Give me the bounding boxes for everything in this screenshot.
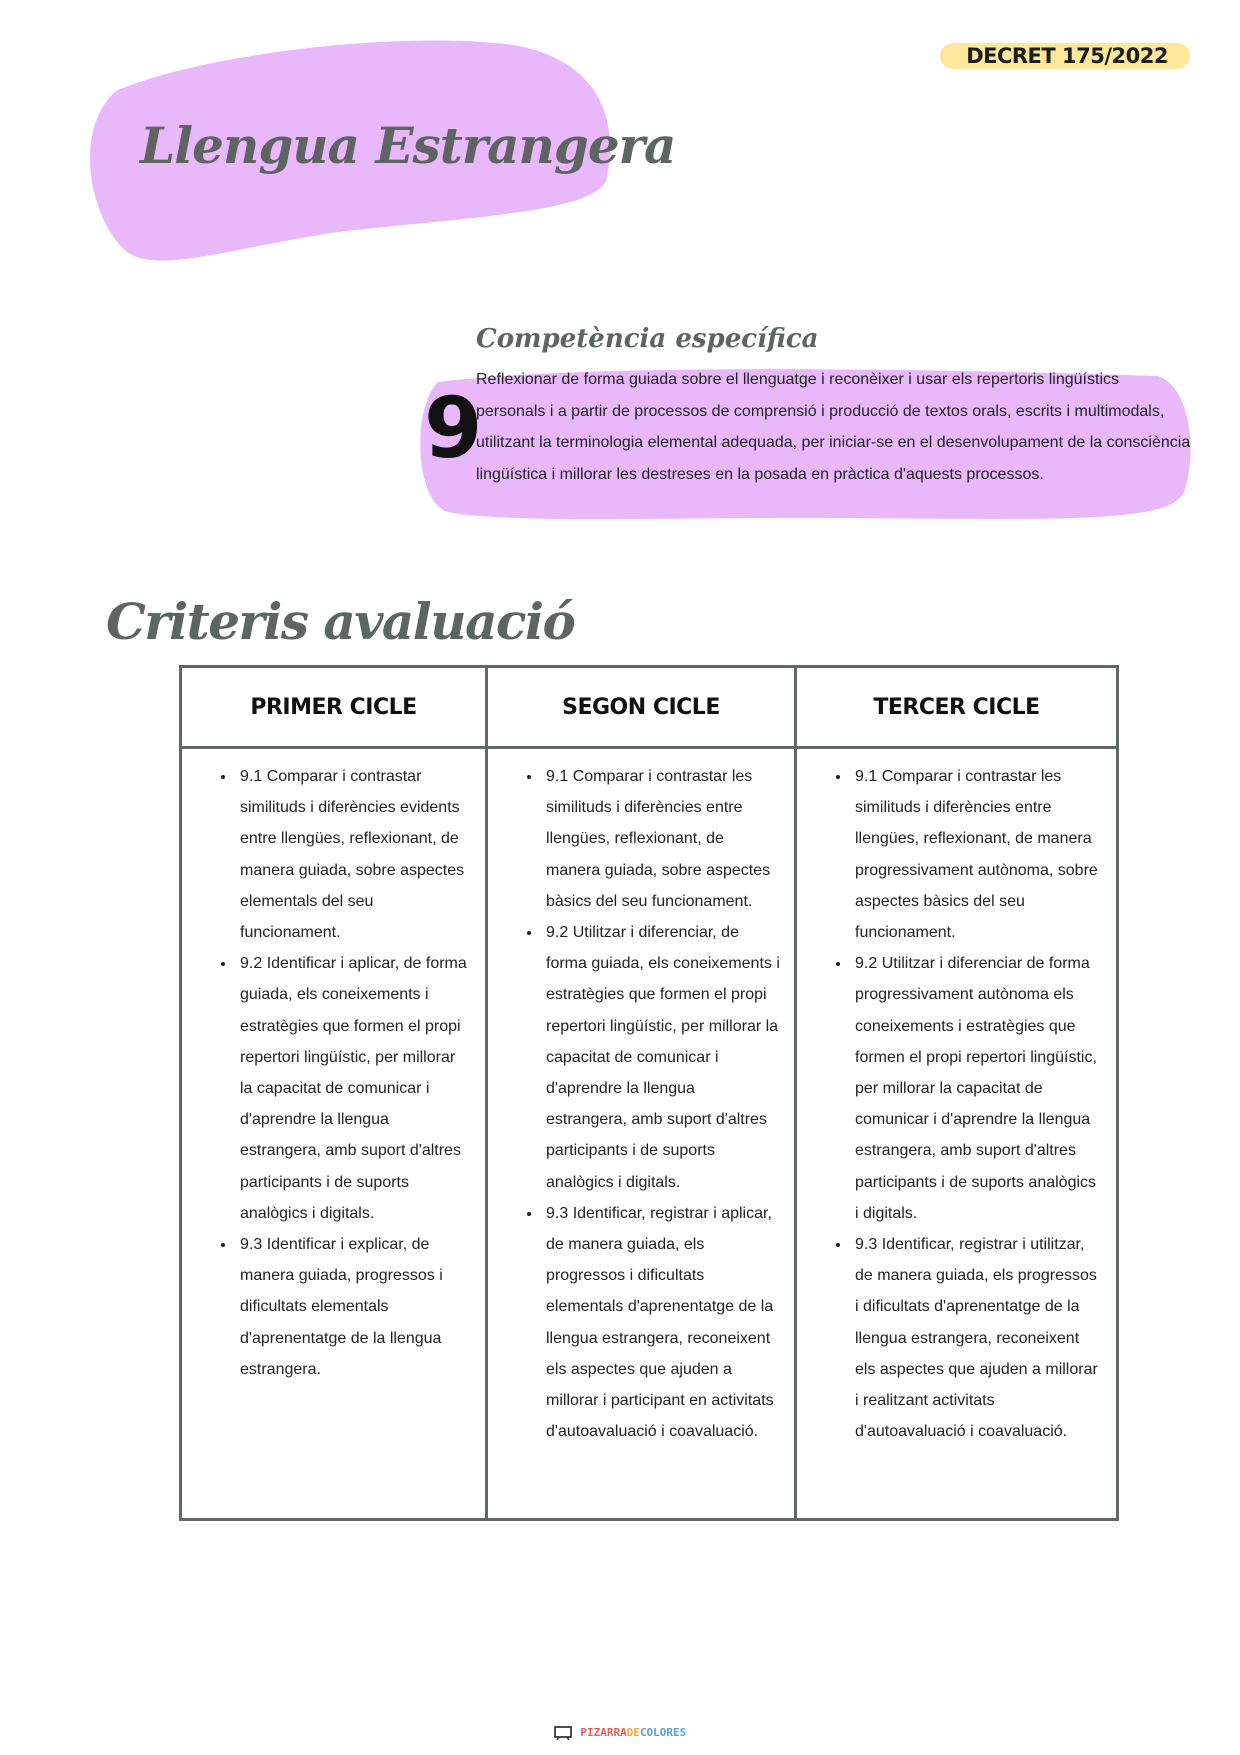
primer-cicle-list bbox=[202, 761, 471, 1385]
list-item: • 9.1 Comparar i contrastar similituds i diferències evidents entre llengües, reflexionant, de manera guiada, sobre aspectes elementals del seu funcionament. bbox=[236, 761, 471, 948]
criteria-header-row bbox=[181, 667, 1118, 748]
chalkboard-icon bbox=[554, 1726, 572, 1740]
segon-cicle-list bbox=[508, 761, 780, 1447]
column-header-primer-cicle: PRIMER CICLE bbox=[181, 667, 487, 748]
list-item: • 9.3 Identificar, registrar i aplicar, de manera guiada, els progressos i dificultats elementals d'aprenentatge de la llengua estrangera, reconeixent els aspectes que ajuden a millorar i participant en activitats d'autoavaluació i coavaluació. bbox=[542, 1198, 780, 1448]
primer-cicle-cell bbox=[181, 748, 487, 1520]
tercer-cicle-list bbox=[817, 761, 1102, 1447]
decree-badge: DECRET 175/2022 bbox=[940, 43, 1190, 69]
list-item: • 9.1 Comparar i contrastar les similituds i diferències entre llengües, reflexionant, de manera progressivament autònoma, sobre aspectes bàsics del seu funcionament. bbox=[851, 761, 1102, 948]
footer-brand-part3: COLORES bbox=[639, 1726, 687, 1739]
competence-number: 9 bbox=[424, 379, 483, 477]
page-title: Llengua Estrangera bbox=[140, 116, 676, 175]
footer-brand-part2: DE bbox=[626, 1726, 640, 1739]
column-header-tercer-cicle: TERCER CICLE bbox=[796, 667, 1118, 748]
list-item: • 9.2 Utilitzar i diferenciar, de forma guiada, els coneixements i estratègies que formen el propi repertori lingüístic, per millorar la capacitat de comunicar i d'aprendre la llengua estrangera, amb suport d'altres participants i de suports analògics i digitals. bbox=[542, 917, 780, 1198]
list-item: • 9.1 Comparar i contrastar les similituds i diferències entre llengües, reflexionant, de manera guiada, sobre aspectes bàsics del seu funcionament. bbox=[542, 761, 780, 917]
tercer-cicle-cell bbox=[796, 748, 1118, 1520]
criteria-body-row bbox=[181, 748, 1118, 1520]
list-item: • 9.3 Identificar i explicar, de manera guiada, progressos i dificultats elementals d'aprenentatge de la llengua estrangera. bbox=[236, 1229, 471, 1385]
criteria-title: Criteris avaluació bbox=[106, 592, 575, 651]
column-header-segon-cicle: SEGON CICLE bbox=[487, 667, 796, 748]
list-item: • 9.2 Identificar i aplicar, de forma guiada, els coneixements i estratègies que formen el propi repertori lingüístic, per millorar la capacitat de comunicar i d'aprendre la llengua estrangera, amb suport d'altres participants i de suports analògics i digitals. bbox=[236, 948, 471, 1229]
footer-logo bbox=[0, 1726, 1240, 1740]
footer-brand-part1: PIZARRA bbox=[580, 1726, 627, 1739]
competence-heading: Competència específica bbox=[476, 324, 819, 354]
list-item: • 9.3 Identificar, registrar i utilitzar, de manera guiada, els progressos i dificultats d'aprenentatge de la llengua estrangera, reconeixent els aspectes que ajuden a millorar i realitzant activitats d'autoavaluació i coavaluació. bbox=[851, 1229, 1102, 1447]
segon-cicle-cell bbox=[487, 748, 796, 1520]
list-item: • 9.2 Utilitzar i diferenciar de forma progressivament autònoma els coneixements i estratègies que formen el propi repertori lingüístic, per millorar la capacitat de comunicar i d'aprendre la llengua estrangera, amb suport d'altres participants i de suports analògics i digitals. bbox=[851, 948, 1102, 1229]
competence-text: Reflexionar de forma guiada sobre el llenguatge i reconèixer i usar els repertoris lingüístics personals i a partir de processos de comprensió i producció de textos orals, escrits i multimodals, utilitzant la terminologia elemental adequada, per iniciar-se en el desenvolupament de la consciència lingüística i millorar les destreses en la posada en pràctica d'aquests processos. bbox=[476, 371, 1191, 483]
criteria-table bbox=[179, 665, 1119, 1521]
